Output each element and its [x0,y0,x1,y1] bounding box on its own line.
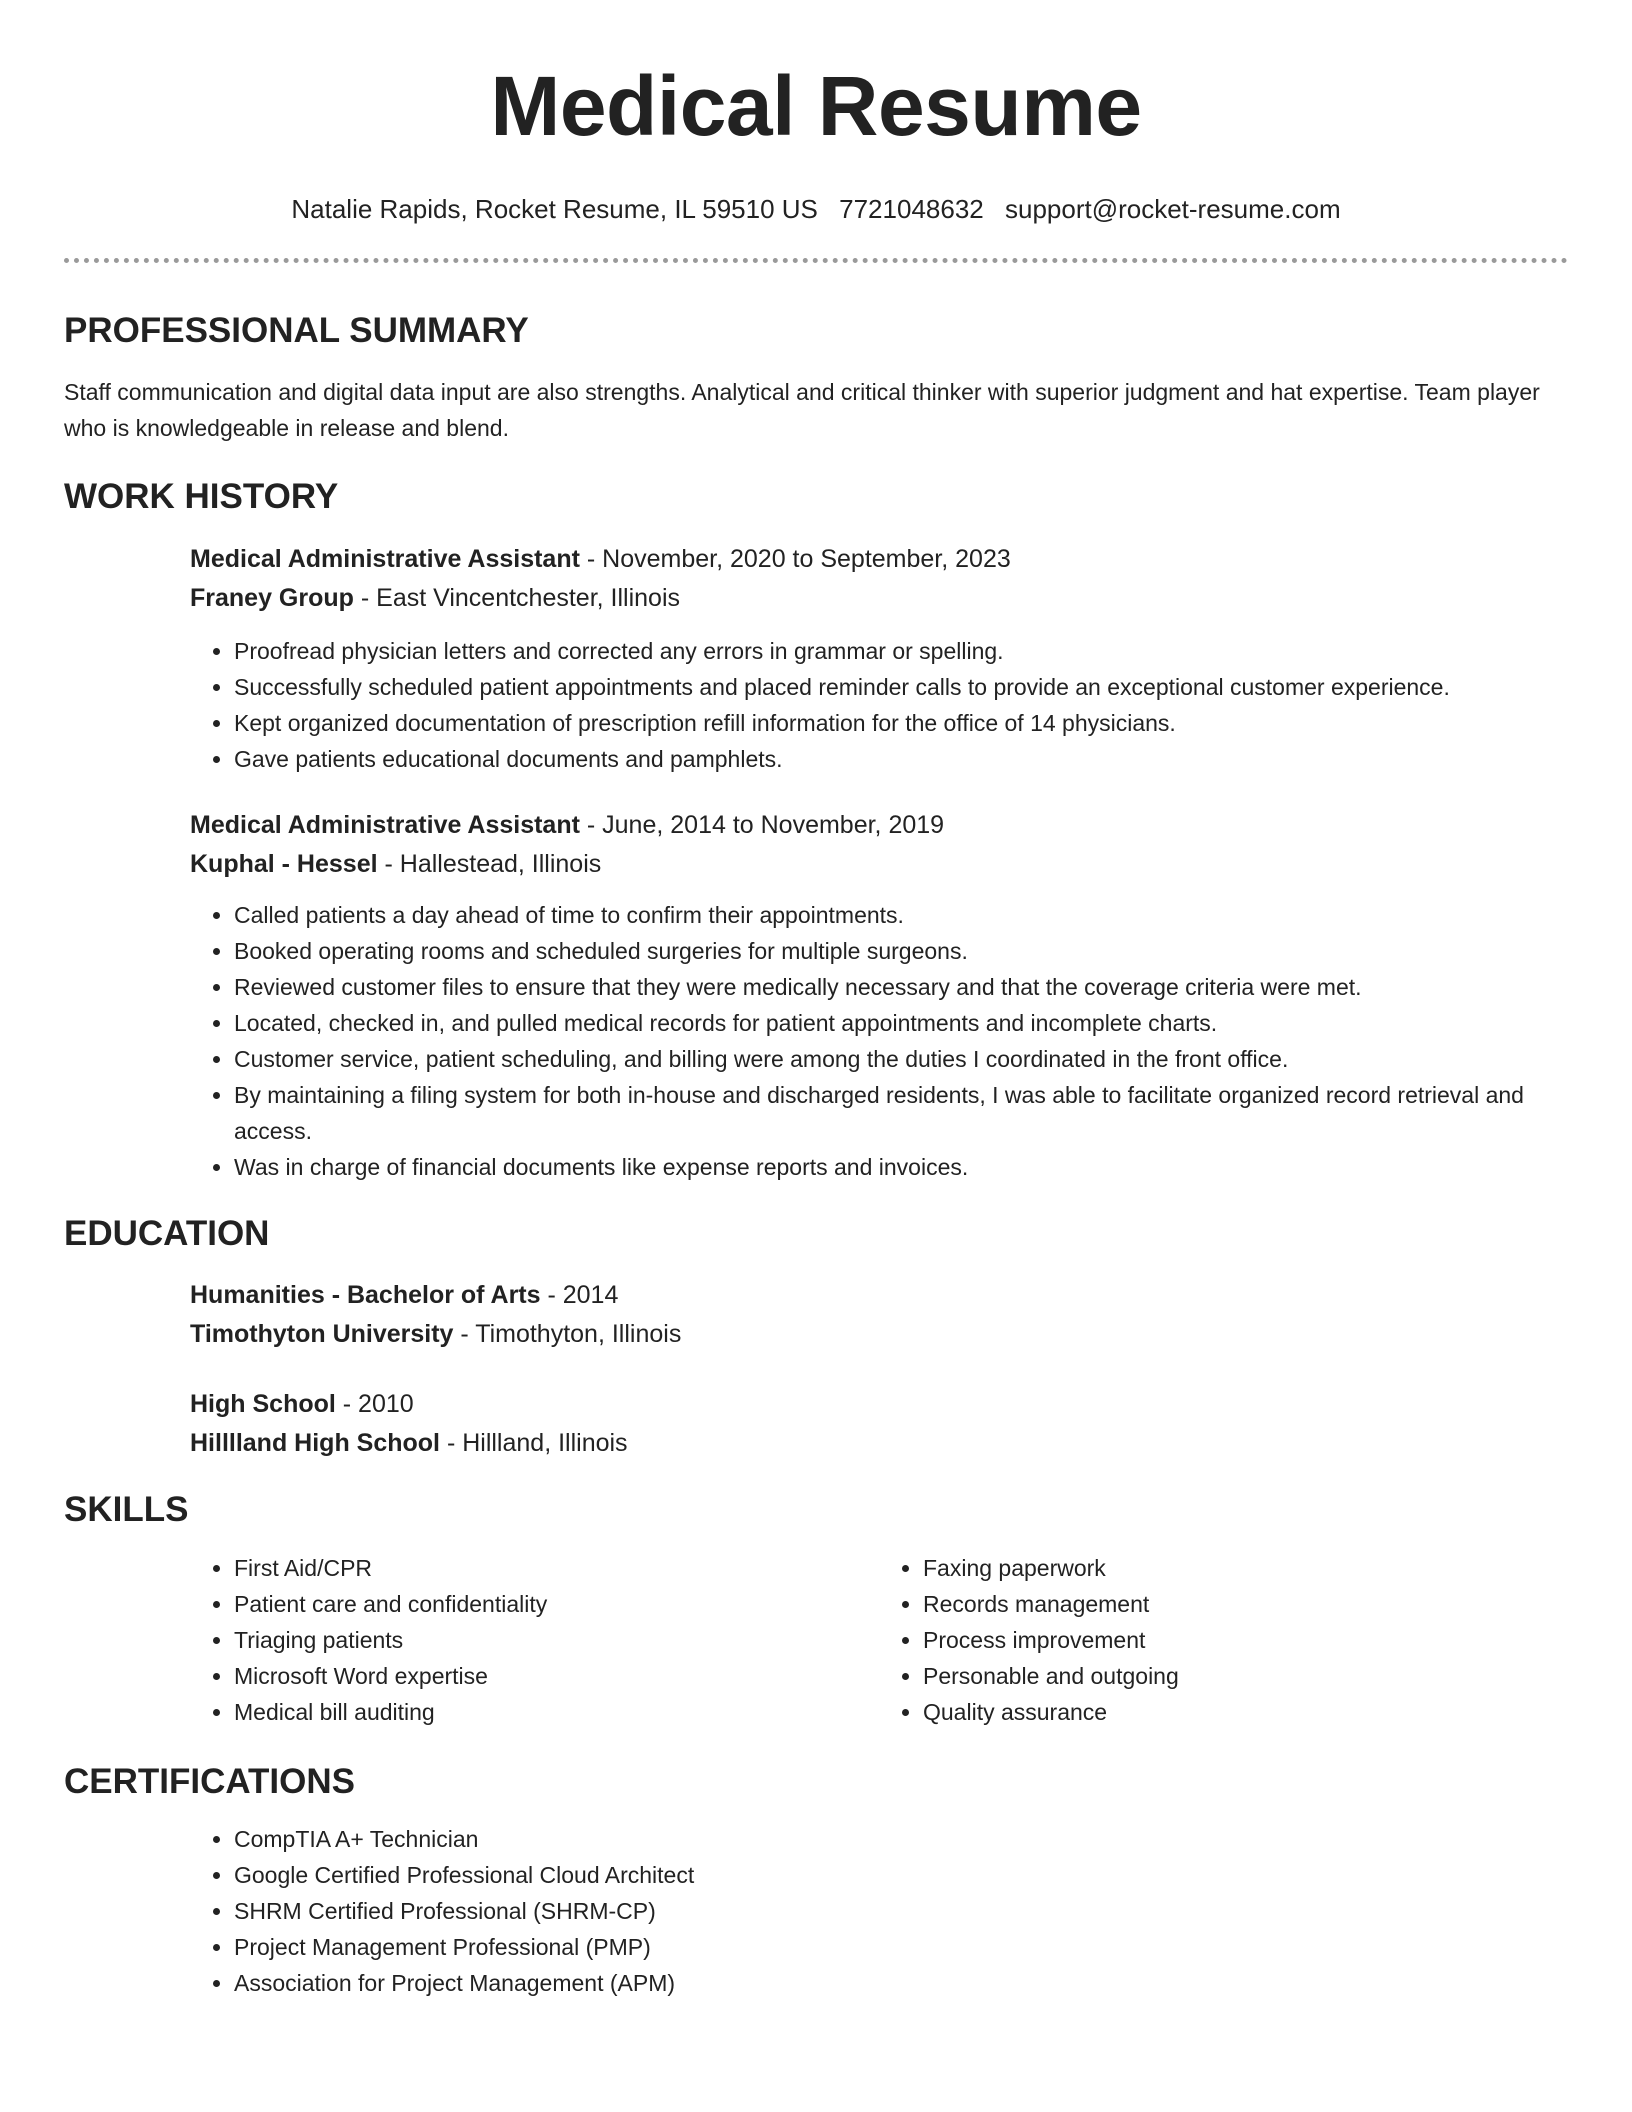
list-item: • Medical bill auditing [234,1694,879,1730]
education-degree: Humanities - Bachelor of Arts [190,1281,541,1309]
education-year: - 2010 [335,1390,414,1418]
education-entry [190,1276,1568,1354]
list-item: • Personable and outgoing [923,1658,1568,1694]
education-school-line [190,1424,1568,1463]
certifications-list [190,1821,1568,2001]
list-item: • Quality assurance [923,1694,1568,1730]
job-dates: - November, 2020 to September, 2023 [579,545,1011,573]
job-company: Kuphal - Hessel [190,850,378,878]
education-school: Hilllland High School [190,1429,440,1457]
section-title-summary: PROFESSIONAL SUMMARY [64,311,529,350]
education-degree: High School [190,1390,336,1418]
list-item: • Kept organized documentation of prescription refill information for the office of 14 physicians. [234,705,1568,741]
job-company-line [190,579,1568,618]
job-role: Medical Administrative Assistant [190,545,580,573]
job-company: Franey Group [190,584,354,612]
education-degree-line [190,1385,1568,1424]
list-item: • Project Management Professional (PMP) [234,1929,1568,1965]
education-degree-line [190,1276,1568,1315]
list-item: • Patient care and confidentiality [234,1586,879,1622]
list-item: • First Aid/CPR [234,1550,879,1586]
list-item: • By maintaining a filing system for both in-house and discharged residents, I was able to facilitate organized record retrieval and access. [234,1077,1568,1149]
list-item: • Was in charge of financial documents like expense reports and invoices. [234,1149,1568,1185]
contact-line [64,193,1568,225]
job-title-line [190,540,1568,579]
resume-page [64,0,1568,2001]
list-item: • Records management [923,1586,1568,1622]
job-entry [190,540,1568,777]
education-entry [190,1385,1568,1463]
skills-list [190,1550,1568,1730]
list-item: • SHRM Certified Professional (SHRM-CP) [234,1893,1568,1929]
contact-phone: 7721048632 [839,194,984,224]
list-item: • Google Certified Professional Cloud Architect [234,1857,1568,1893]
list-item: • CompTIA A+ Technician [234,1821,1568,1857]
list-item: • Proofread physician letters and corrected any errors in grammar or spelling. [234,633,1568,669]
header-divider [64,258,1568,263]
education-location: - Timothyton, Illinois [453,1320,682,1348]
list-item: • Faxing paperwork [923,1550,1568,1586]
summary-text: Staff communication and digital data input are also strengths. Analytical and critical thinker with superior judgment and hat expertise. Team player who is knowledgeable in release and blend. [64,379,1540,441]
section-title-certifications: CERTIFICATIONS [64,1762,356,1801]
section-title-work: WORK HISTORY [64,477,339,516]
list-item: • Called patients a day ahead of time to confirm their appointments. [234,897,1568,933]
list-item: • Booked operating rooms and scheduled surgeries for multiple surgeons. [234,933,1568,969]
job-title-line [190,806,1568,845]
job-entry [190,806,1568,1185]
education-location: - Hillland, Illinois [440,1429,628,1457]
list-item: • Located, checked in, and pulled medical records for patient appointments and incomplete charts. [234,1005,1568,1041]
job-location: - Hallestead, Illinois [377,850,602,878]
job-duties [190,633,1568,777]
education-school-line [190,1315,1568,1354]
education-school: Timothyton University [190,1320,454,1348]
certifications-items [190,1821,1568,2001]
skills-column-left [190,1550,879,1730]
skills-column-right [879,1550,1568,1730]
job-company-line [190,845,1568,884]
list-item: • Gave patients educational documents and pamphlets. [234,741,1568,777]
section-title-skills: SKILLS [64,1490,189,1529]
resume-title: Medical Resume [490,59,1142,153]
section-title-education: EDUCATION [64,1214,270,1253]
list-item: • Successfully scheduled patient appointments and placed reminder calls to provide an exceptional customer experience. [234,669,1568,705]
list-item: • Microsoft Word expertise [234,1658,879,1694]
contact-email: support@rocket-resume.com [1004,194,1341,224]
list-item: • Triaging patients [234,1622,879,1658]
job-dates: - June, 2014 to November, 2019 [579,811,945,839]
education-year: - 2014 [540,1281,619,1309]
list-item: • Customer service, patient scheduling, and billing were among the duties I coordinated in the front office. [234,1041,1568,1077]
list-item: • Reviewed customer files to ensure that they were medically necessary and that the coverage criteria were met. [234,969,1568,1005]
list-item: • Process improvement [923,1622,1568,1658]
list-item: • Association for Project Management (APM) [234,1965,1568,2001]
job-location: - East Vincentchester, Illinois [353,584,681,612]
job-duties [190,897,1568,1185]
contact-address: Natalie Rapids, Rocket Resume, IL 59510 US [291,194,818,224]
job-role: Medical Administrative Assistant [190,811,580,839]
